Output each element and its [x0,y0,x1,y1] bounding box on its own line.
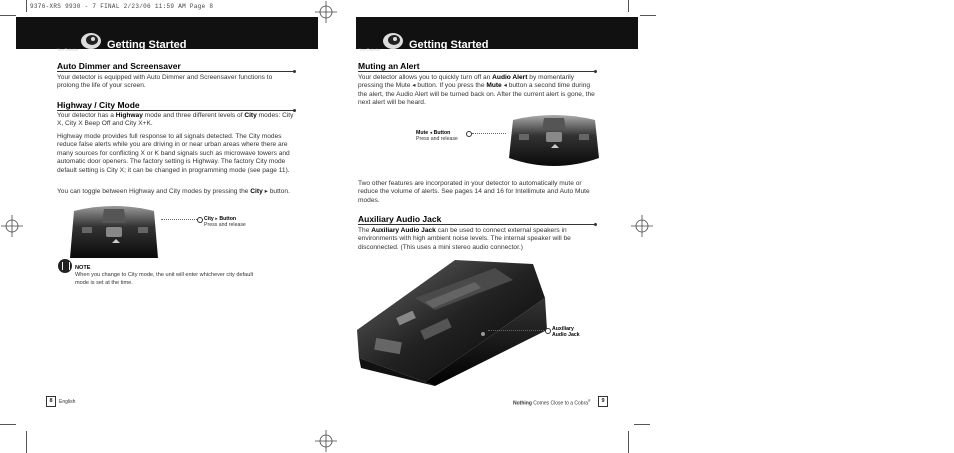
registration-mark-icon [1,215,23,237]
triangle-left-icon: ◂ [429,130,433,136]
section-heading-text: Auto Dimmer and Screensaver [57,61,181,71]
section-heading [57,61,294,72]
text-run: Your detector has a [57,112,116,119]
heading-dot [293,70,296,73]
callout-label: Button [433,130,451,136]
callout-mute-button [416,130,458,143]
note-icon [58,259,72,273]
triangle-right-icon: ▸ [264,188,268,195]
band-tag: Your Detector [359,48,381,52]
text-run: mode and three different levels of [142,112,245,119]
note-title: NOTE [75,265,91,271]
callout-dot-icon [197,217,203,223]
text-run: Your detector allows you to quickly turn off an [358,74,493,81]
crop-mark [628,431,629,453]
detector-angled-image [355,258,550,388]
body-text [57,112,297,129]
registration-mark-icon [315,430,337,452]
note-block [75,265,255,287]
crop-mark [640,15,656,16]
crop-mark [628,0,629,12]
body-text: Your detector is equipped with Auto Dimmer and Screensaver functions to prolong the life of your screen. [57,74,273,90]
registration-mark-icon [631,215,653,237]
section-heading-text: Muting an Alert [358,61,420,71]
callout-label: City [204,216,214,222]
section-heading-text: Highway / City Mode [57,100,140,110]
body-text: Two other features are incorporated in your detector to automatically mute or reduce the volume of alerts. See pages 14 and 16 for Intellimute and Auto Mute modes. [358,180,590,204]
cobra-logo-icon [382,32,404,49]
callout-leader [161,219,197,220]
page-title: Getting Started [107,39,187,51]
footer-text: Comes Close to a Cobra [531,400,589,407]
crop-mark [0,424,16,425]
section-heading [358,214,595,225]
callout-label: Button [219,216,237,222]
callout-aux-jack [552,326,580,339]
cobra-logo-icon [80,32,102,49]
callout-label: Audio Jack [552,332,580,339]
section-heading [57,100,294,111]
page-number: 8 [46,396,56,407]
body-text [358,74,598,108]
heading-dot [594,70,597,73]
callout-label: Mute [416,130,429,136]
callout-dot-icon [545,328,551,334]
crop-mark [26,0,27,12]
triangle-right-icon: ▸ [215,216,218,222]
text-run: button. If you press the [415,82,487,90]
note-body: When you change to City mode, the unit will enter whichever city default mode is set at the time. [75,272,254,286]
callout-city-button [204,216,246,229]
footer-tagline [513,399,591,407]
text-run: You can toggle between Highway and City modes by pressing the [57,188,251,195]
triangle-left-icon: ◂ [412,82,416,90]
section-heading [358,61,595,72]
callout-leader [488,330,546,331]
crop-mark [0,15,16,16]
body-text [57,188,299,196]
crop-mark [634,424,650,425]
footer-bold: Nothing [513,400,532,407]
crop-mark [26,431,27,453]
text-bold: Audio Alert [492,74,528,81]
text-run: The [358,227,372,234]
registered-mark: ® [588,399,591,403]
detector-image [68,203,160,258]
text-bold: Auxiliary Audio Jack [371,227,436,234]
page-title: Getting Started [409,39,489,51]
body-text [358,227,598,252]
callout-leader [472,133,506,134]
callout-label: Auxiliary [552,326,574,332]
registration-mark-icon [315,1,337,23]
text-bold: City [244,112,257,119]
callout-subtext: Press and release [416,136,458,143]
heading-dot [594,223,597,226]
text-run: button. [267,188,290,195]
triangle-left-icon: ◂ [503,82,507,90]
section-heading-text: Auxiliary Audio Jack [358,214,442,224]
callout-subtext: Press and release [204,222,246,229]
footer-text: English [59,399,76,405]
text-bold: Mute [486,82,502,90]
text-run: by momentarily pressing the Mute [358,74,574,90]
text-run: button a second time during the alert, the Audio Alert will be turned back on. After the current alert is gone, the next alert will be heard. [358,82,595,107]
callout-dot-icon [466,131,472,137]
text-bold: City [250,188,263,195]
band-tag: Your Detector [57,48,79,52]
text-run: can be used to connect external speakers in environments with high ambient noise levels. The internal speaker will be disconnected. (This uses a mini stereo audio connector.) [358,227,571,251]
text-bold: Highway [115,112,143,119]
body-text: Highway mode provides full response to all signals detected. The City modes reduce false alerts while you are driving in or near urban areas where there are many sources for conflicting X or K band signals such as microwave towers and automatic door openers. The factory setting is Highway. The factory City mode default setting is City X; it can be changed in programming mode (see page 11). [57,133,290,174]
page-number: 9 [598,396,608,407]
text-run: modes: City X, City X Beep Off and City X+K. [57,112,294,128]
detector-image [507,112,601,172]
print-slug: 9376-XRS 9930 - 7 FINAL 2/23/06 11:59 AM Page 8 [30,3,214,10]
